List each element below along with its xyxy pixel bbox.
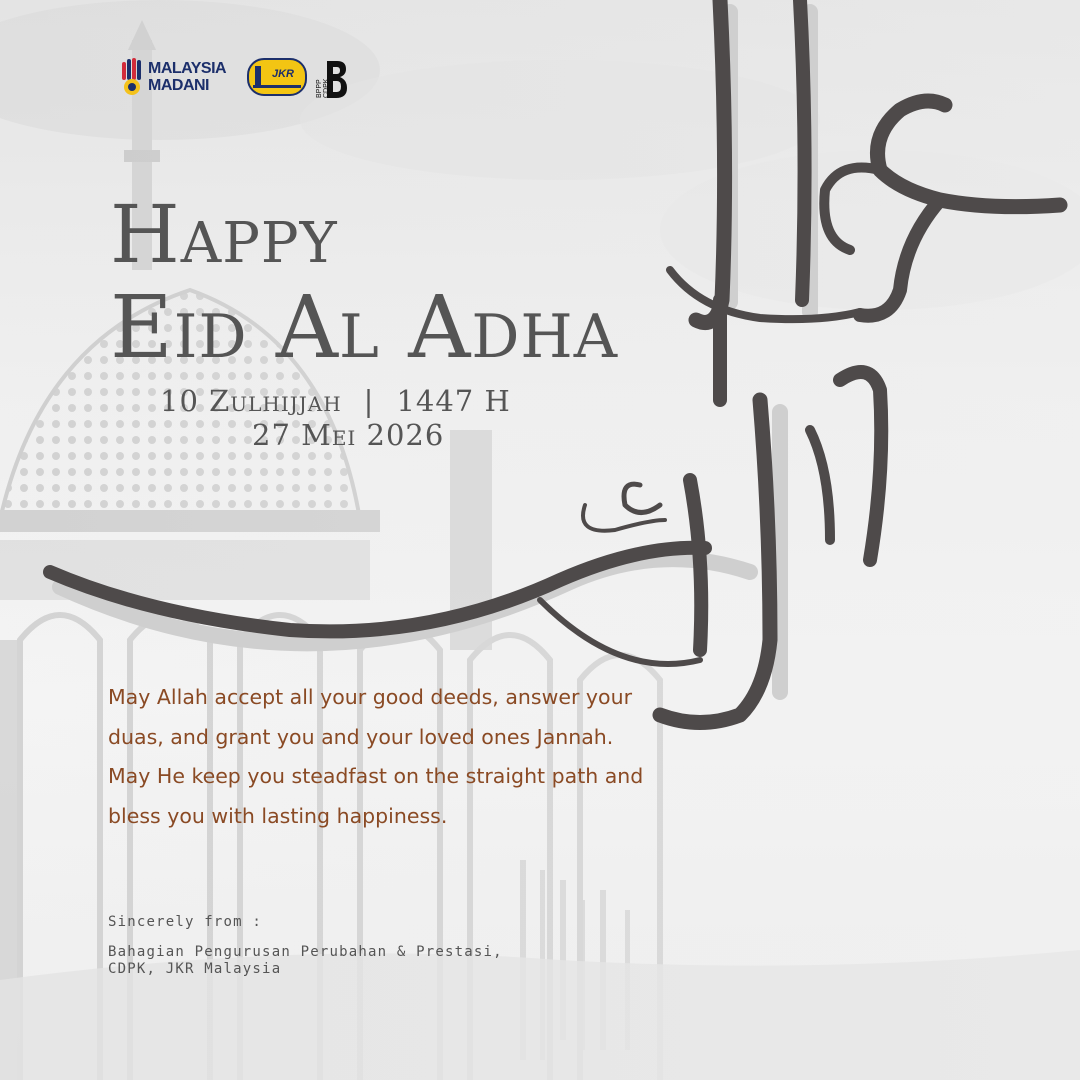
closing-label: Sincerely from : [108, 914, 263, 930]
message-line: May Allah accept all your good deeds, answer your [108, 685, 632, 709]
bppp-wordmark: BPPP CDPK [316, 78, 330, 98]
madani-hand-icon [120, 58, 146, 96]
greeting-message [108, 678, 708, 836]
message-line: duas, and grant you and your loved ones Jannah. [108, 724, 614, 749]
hijri-year: 1447 H [396, 384, 511, 418]
hijri-day: 10 Zulhijjah [160, 384, 342, 418]
message-line: bless you with lasting happiness. [108, 803, 448, 828]
sender-name [108, 944, 503, 978]
sender-line: Bahagian Pengurusan Perubahan & Prestasi, [108, 944, 503, 960]
message-line: May He keep you steadfast on the straight path and [108, 764, 644, 788]
greeting-line-eid-al-adha: Eid Al Adha [110, 278, 619, 378]
sender-line: CDPK, JKR Malaysia [108, 961, 282, 977]
greeting-line-happy: Happy [110, 188, 338, 281]
jkr-wordmark: JKR [272, 68, 295, 80]
hijri-date [160, 384, 511, 418]
madani-wordmark: MALAYSIA MADANI [148, 60, 227, 94]
date-separator: | [363, 384, 375, 418]
gregorian-date: 27 Mei 2026 [252, 418, 445, 452]
malaysia-madani-logo-icon [120, 56, 242, 100]
